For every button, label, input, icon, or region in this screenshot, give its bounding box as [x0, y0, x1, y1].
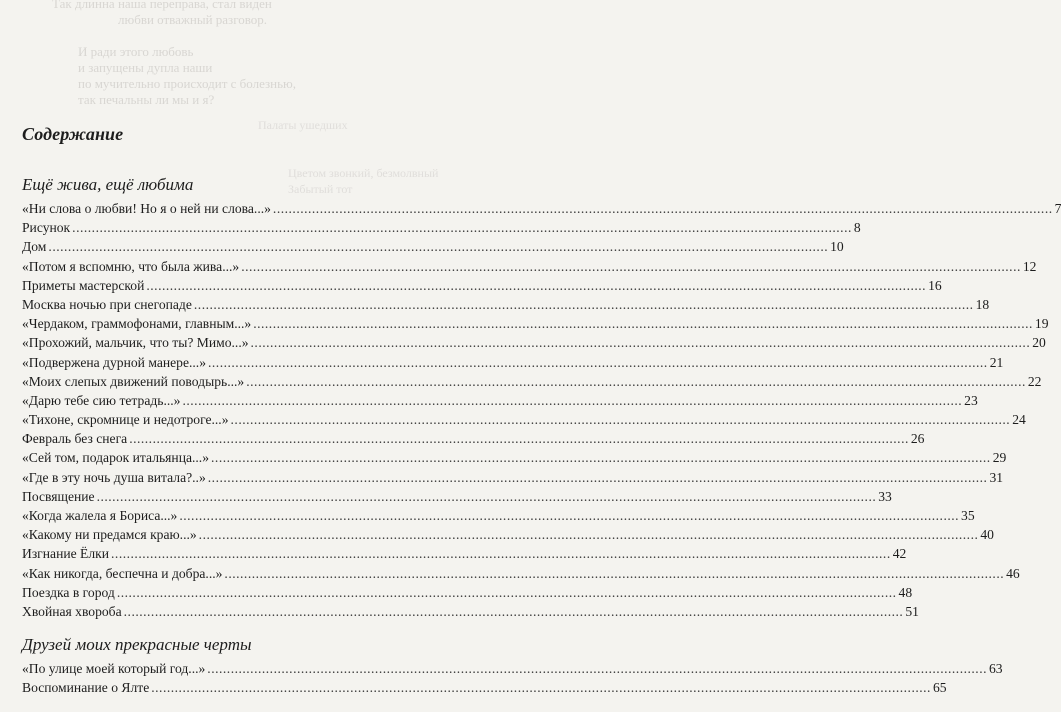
leader-dots — [251, 333, 1031, 352]
toc-entry[interactable] — [22, 468, 1004, 487]
leader-dots — [246, 372, 1026, 391]
entry-page: 63 — [988, 661, 1003, 677]
entry-title: «Дарю тебе сию тетрадь...» — [22, 392, 181, 408]
toc-entry[interactable] — [22, 678, 947, 697]
leader-dots — [208, 353, 988, 372]
toc-entry[interactable] — [22, 564, 1020, 583]
entry-page: 33 — [878, 488, 892, 504]
entry-page: 12 — [1022, 258, 1037, 274]
entry-title: Приметы мастерской — [22, 277, 145, 293]
leader-dots — [273, 199, 1053, 218]
toc-title: Содержание — [22, 124, 124, 144]
entry-title: «Как никогда, беспечна и добра...» — [22, 565, 223, 581]
entry-title: Рисунок — [22, 220, 71, 236]
entry-page: 46 — [1006, 565, 1020, 581]
leader-dots — [151, 678, 931, 697]
toc-entry[interactable] — [22, 525, 994, 544]
entry-title: «Прохожий, мальчик, что ты? Мимо...» — [22, 335, 249, 351]
entry-title: «Моих слепых движений поводырь...» — [22, 373, 245, 389]
entry-page: 19 — [1034, 316, 1049, 332]
show-through-text: Так длинна наша переправа, стал виден любви отважный разговор. И ради этого любовь и запущены дупла наши по мучительно происходит с болезнью, так печальны ли мы и я? — [52, 0, 297, 107]
toc-entry[interactable] — [22, 257, 1037, 276]
entry-page: 21 — [989, 354, 1004, 370]
toc-section — [22, 175, 1061, 621]
entry-page: 10 — [830, 239, 844, 255]
entry-page: 65 — [932, 680, 947, 696]
entry-title: Посвящение — [22, 488, 95, 504]
entry-title: «По улице моей который год...» — [22, 661, 206, 677]
leader-dots — [179, 506, 959, 525]
entry-title: Поездка в город — [22, 584, 115, 600]
entry-page: 51 — [905, 603, 919, 619]
entry-page: 24 — [1012, 412, 1026, 428]
section-title: Друзей моих прекрасные черты — [22, 635, 252, 655]
leader-dots — [199, 525, 979, 544]
leader-dots — [97, 487, 877, 506]
entry-page: 31 — [989, 469, 1004, 485]
leader-dots — [207, 659, 987, 678]
toc-entry[interactable] — [22, 391, 978, 410]
toc-entry[interactable] — [22, 544, 907, 563]
toc-entry[interactable] — [22, 218, 861, 237]
toc-entry[interactable] — [22, 314, 1049, 333]
toc-entry[interactable] — [22, 276, 942, 295]
toc-entry[interactable] — [22, 410, 1026, 429]
leader-dots — [129, 429, 909, 448]
leader-dots — [111, 544, 891, 563]
toc-entry[interactable] — [22, 199, 1061, 218]
entry-title: «Какому ни предамся краю...» — [22, 527, 197, 543]
toc-entry[interactable] — [22, 448, 1007, 467]
entry-page: 42 — [892, 546, 907, 562]
toc-entry[interactable] — [22, 429, 925, 448]
leader-dots — [124, 602, 904, 621]
entry-title: Дом — [22, 239, 47, 255]
leader-dots — [241, 257, 1021, 276]
entry-title: «Тихоне, скромнице и недотроге...» — [22, 412, 229, 428]
entry-title: Воспоминание о Ялте — [22, 680, 150, 696]
section-title: Ещё жива, ещё любима — [22, 175, 194, 194]
entry-title: «Ни слова о любви! Но я о ней ни слова...» — [22, 201, 271, 216]
entry-page: 16 — [928, 277, 942, 293]
leader-dots — [208, 468, 988, 487]
leader-dots — [182, 391, 962, 410]
toc-entry[interactable] — [22, 583, 913, 602]
entry-page: 23 — [964, 392, 978, 408]
toc-entry[interactable] — [22, 333, 1046, 352]
show-through-text-right: Палаты ушедших Цветом звонкий, безмолвный Забытый тот — [258, 118, 439, 196]
toc-entry[interactable] — [22, 295, 990, 314]
entry-title: «Подвержена дурной манере...» — [22, 354, 206, 370]
entry-page: 35 — [961, 508, 975, 523]
entry-title: «Сей том, подарок итальянца...» — [22, 450, 210, 466]
entry-title: Хвойная хвороба — [22, 603, 122, 619]
entry-title: «Когда жалела я Бориса...» — [22, 508, 178, 523]
entry-page: 22 — [1027, 373, 1042, 389]
leader-dots — [231, 410, 1011, 429]
toc-entry[interactable] — [22, 506, 975, 525]
leader-dots — [72, 218, 852, 237]
table-of-contents — [22, 124, 1061, 712]
toc-entry[interactable] — [22, 353, 1004, 372]
leader-dots — [48, 237, 828, 256]
leader-dots — [211, 448, 991, 467]
entry-page: 8 — [853, 220, 861, 236]
entry-page: 26 — [910, 431, 925, 447]
toc-entry[interactable] — [22, 372, 1042, 391]
entry-title: «Где в эту ночь душа витала?..» — [22, 469, 206, 485]
toc-section — [22, 635, 1003, 697]
entry-page: 40 — [980, 527, 994, 543]
entry-page: 7 — [1054, 201, 1061, 216]
toc-entry[interactable] — [22, 237, 844, 256]
entry-page: 29 — [992, 450, 1007, 466]
leader-dots — [117, 583, 897, 602]
entry-title: «Чердаком, граммофонами, главным...» — [22, 316, 252, 332]
entry-page: 48 — [898, 584, 913, 600]
leader-dots — [146, 276, 926, 295]
entry-title: «Потом я вспомню, что была жива...» — [22, 258, 240, 274]
entry-title: Февраль без снега — [22, 431, 128, 447]
leader-dots — [253, 314, 1033, 333]
leader-dots — [224, 564, 1004, 583]
toc-entry[interactable] — [22, 602, 919, 621]
entry-page: 20 — [1032, 335, 1046, 351]
leader-dots — [194, 295, 974, 314]
toc-entry[interactable] — [22, 487, 892, 506]
toc-entry[interactable] — [22, 659, 1003, 678]
entry-title: Изгнание Ёлки — [22, 546, 110, 562]
entry-page: 18 — [975, 296, 990, 312]
entry-title: Москва ночью при снегопаде — [22, 296, 192, 312]
